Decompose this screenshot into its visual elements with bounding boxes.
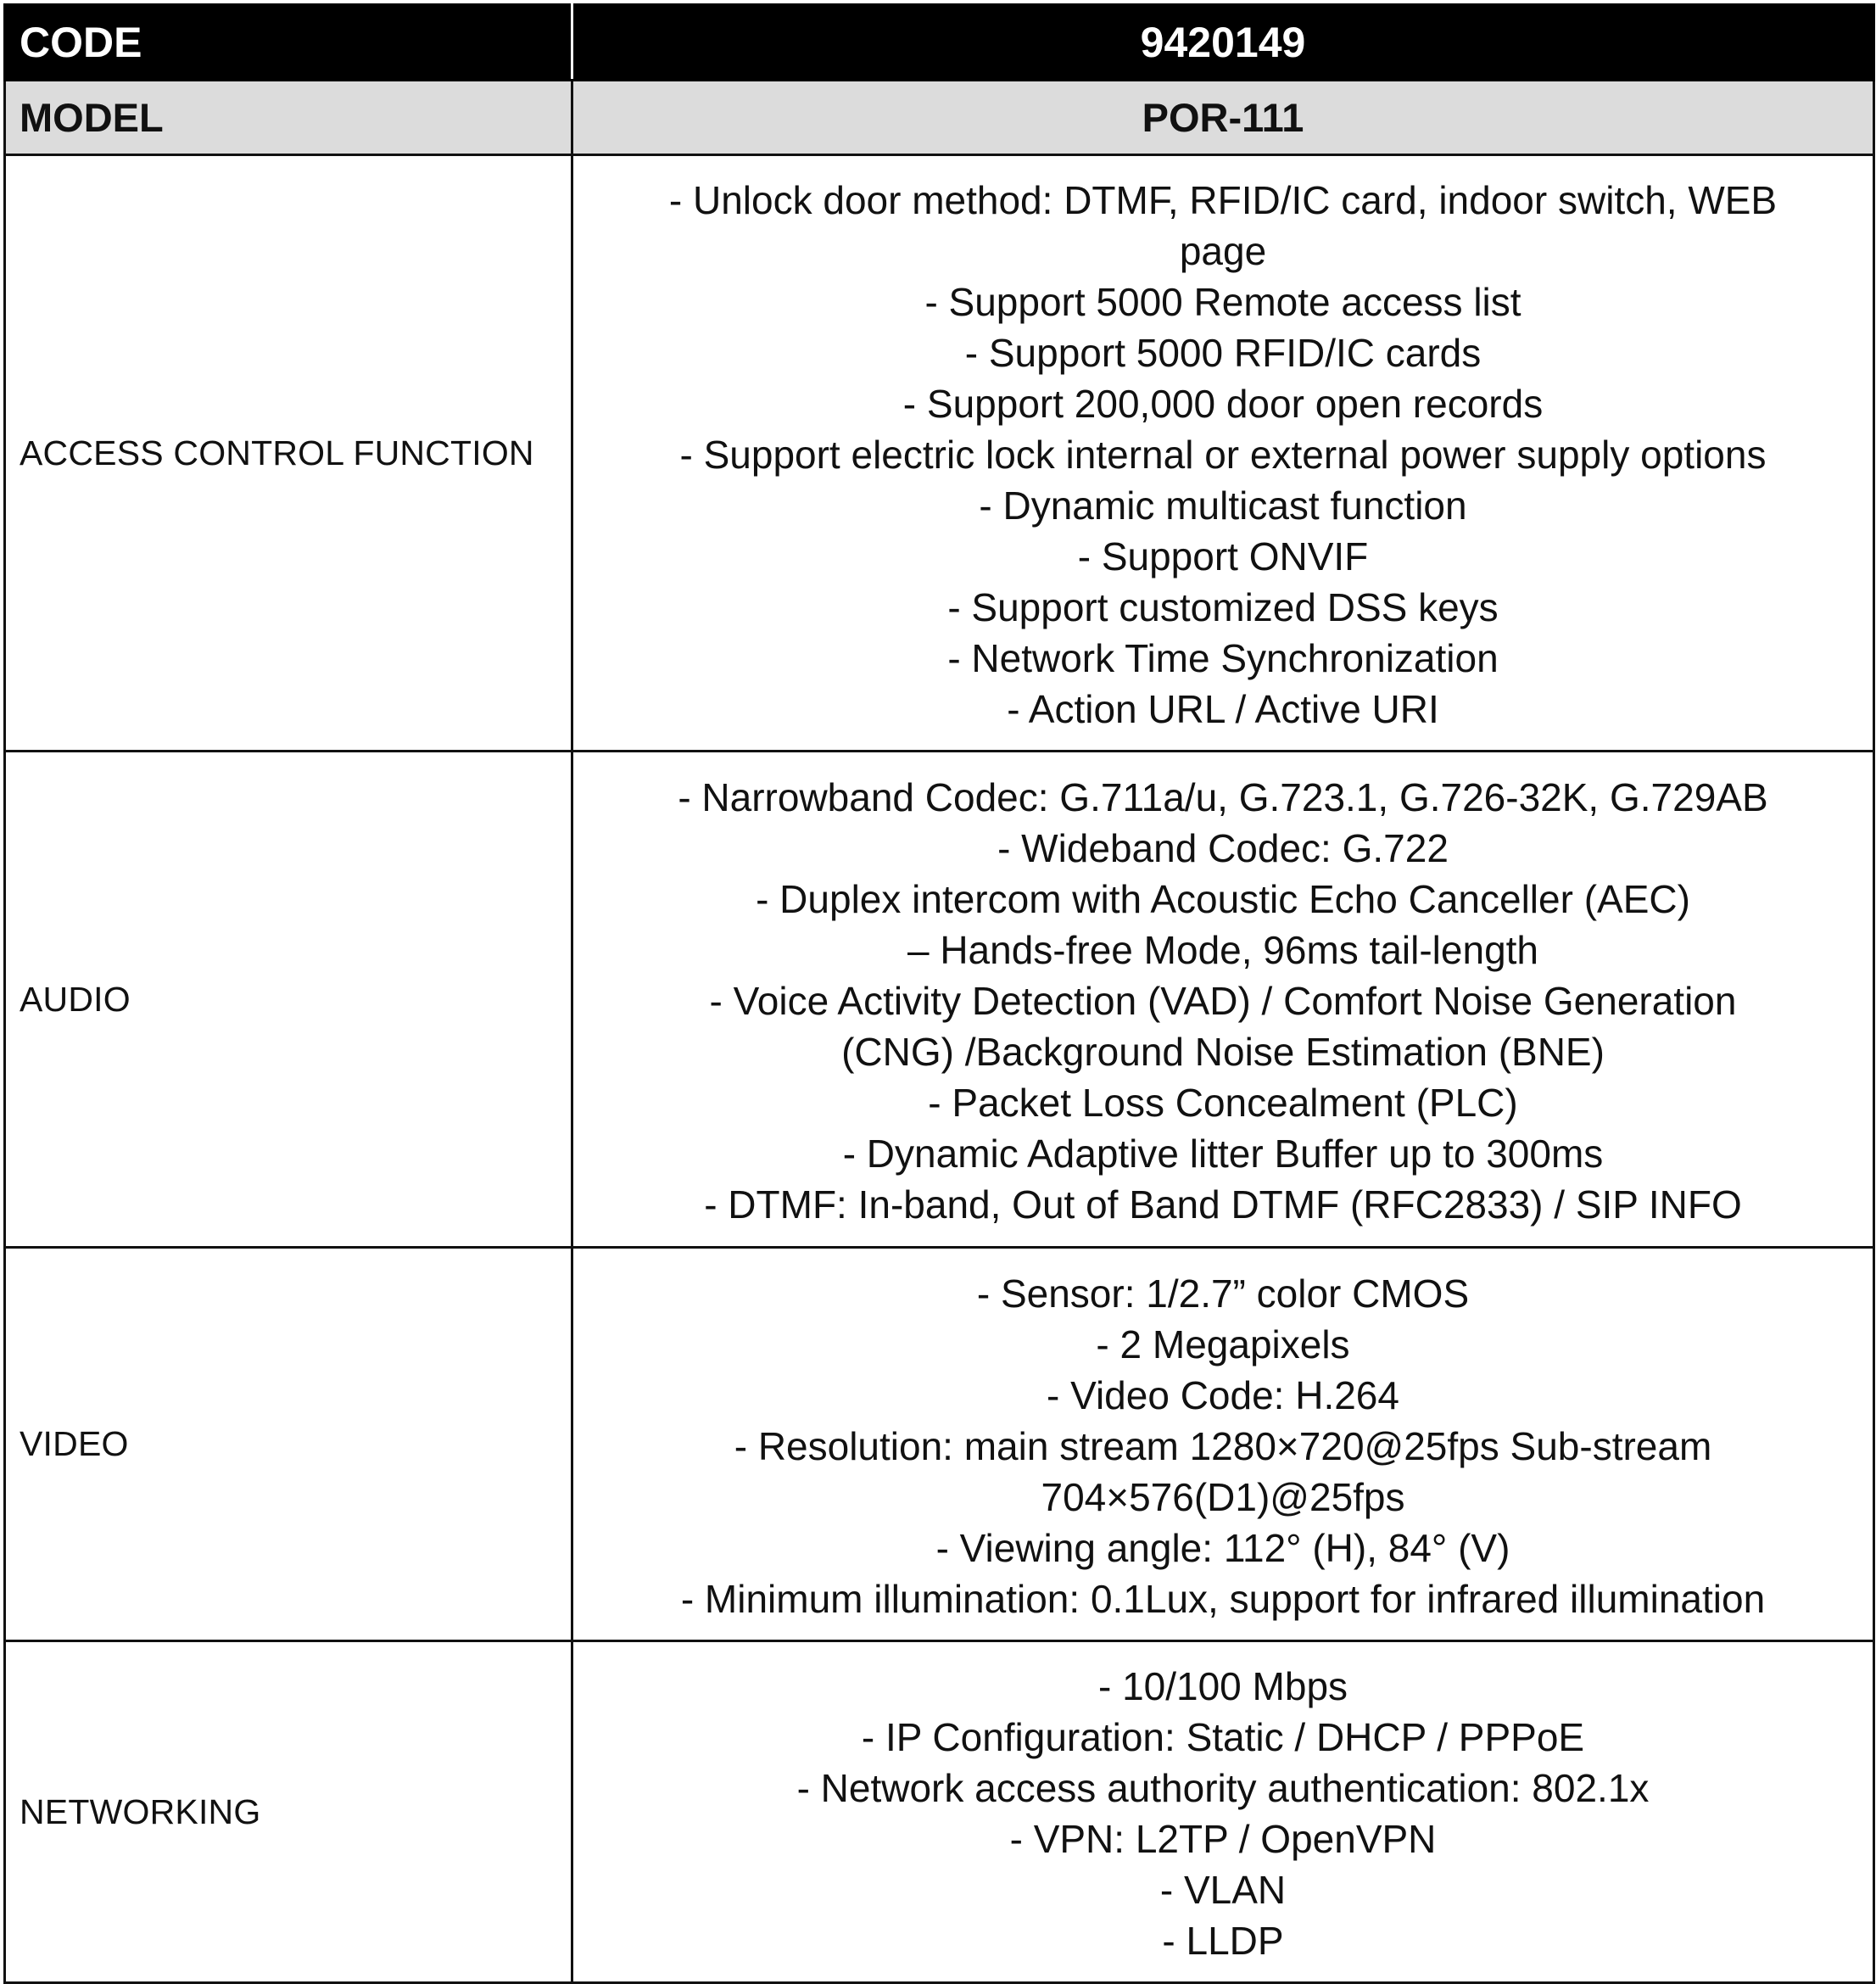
feature-line: page	[1179, 229, 1267, 273]
feature-line: - VLAN	[1159, 1868, 1287, 1912]
feature-line: - Support 5000 RFID/IC cards	[964, 331, 1482, 375]
feature-line: - VPN: L2TP / OpenVPN	[1009, 1817, 1437, 1861]
section-row-audio	[5, 752, 1874, 1248]
feature-line: - Duplex intercom with Acoustic Echo Canceller (AEC)	[756, 877, 1690, 921]
section-features	[572, 1248, 1874, 1641]
feature-line: - Viewing angle: 112° (H), 84° (V)	[935, 1525, 1510, 1570]
section-features	[572, 752, 1874, 1248]
feature-line: – Hands-free Mode, 96ms tail-length	[907, 928, 1539, 972]
feature-line: - Minimum illumination: 0.1Lux, support for infrared illumination	[680, 1576, 1766, 1621]
feature-line: - Dynamic Adaptive litter Buffer up to 300ms	[842, 1132, 1604, 1176]
feature-line: - Support customized DSS keys	[947, 585, 1499, 629]
section-row-video	[5, 1248, 1874, 1641]
feature-line: 704×576(D1)@25fps	[1041, 1474, 1405, 1519]
feature-line: - Support 200,000 door open records	[902, 382, 1544, 426]
code-value: 9420149	[572, 5, 1874, 81]
spec-table	[3, 3, 1875, 1984]
section-label: VIDEO	[5, 1248, 572, 1641]
feature-line: - Sensor: 1/2.7” color CMOS	[976, 1271, 1470, 1316]
feature-line: - LLDP	[1162, 1919, 1284, 1963]
feature-line: - Resolution: main stream 1280×720@25fps Sub-stream	[734, 1423, 1712, 1468]
section-features	[572, 155, 1874, 752]
feature-line: - Action URL / Active URI	[1007, 687, 1439, 731]
feature-line: - Voice Activity Detection (VAD) / Comfort Noise Generation	[709, 979, 1737, 1023]
feature-line: - Network Time Synchronization	[947, 636, 1499, 680]
section-row-networking	[5, 1641, 1874, 1983]
feature-line: - Support 5000 Remote access list	[924, 280, 1521, 324]
section-label: ACCESS CONTROL FUNCTION	[5, 155, 572, 752]
section-label: NETWORKING	[5, 1641, 572, 1983]
feature-line: - IP Configuration: Static / DHCP / PPPoE	[861, 1715, 1585, 1759]
feature-line: - Packet Loss Concealment (PLC)	[928, 1081, 1518, 1125]
feature-line: - Network access authority authentication: 802.1x	[796, 1766, 1650, 1810]
section-row-access-control	[5, 155, 1874, 752]
feature-line: (CNG) /Background Noise Estimation (BNE)	[841, 1030, 1605, 1074]
section-label: AUDIO	[5, 752, 572, 1248]
feature-line: - DTMF: In-band, Out of Band DTMF (RFC2833) / SIP INFO	[704, 1182, 1742, 1227]
feature-line: - Support electric lock internal or external power supply options	[679, 433, 1767, 477]
feature-line: - Unlock door method: DTMF, RFID/IC card, indoor switch, WEB	[668, 178, 1778, 222]
feature-line: - Support ONVIF	[1077, 534, 1369, 578]
feature-line: - 2 Megapixels	[1096, 1322, 1350, 1366]
feature-line: - 10/100 Mbps	[1097, 1664, 1348, 1708]
feature-line: - Dynamic multicast function	[979, 483, 1467, 528]
feature-line: - Wideband Codec: G.722	[997, 826, 1449, 870]
model-value: POR-111	[572, 81, 1874, 155]
code-label: CODE	[5, 5, 572, 81]
feature-line: - Narrowband Codec: G.711a/u, G.723.1, G.726-32K, G.729AB	[678, 775, 1768, 819]
section-features	[572, 1641, 1874, 1983]
model-label: MODEL	[5, 81, 572, 155]
model-row	[5, 81, 1874, 155]
feature-line: - Video Code: H.264	[1047, 1372, 1399, 1417]
code-row	[5, 5, 1874, 81]
